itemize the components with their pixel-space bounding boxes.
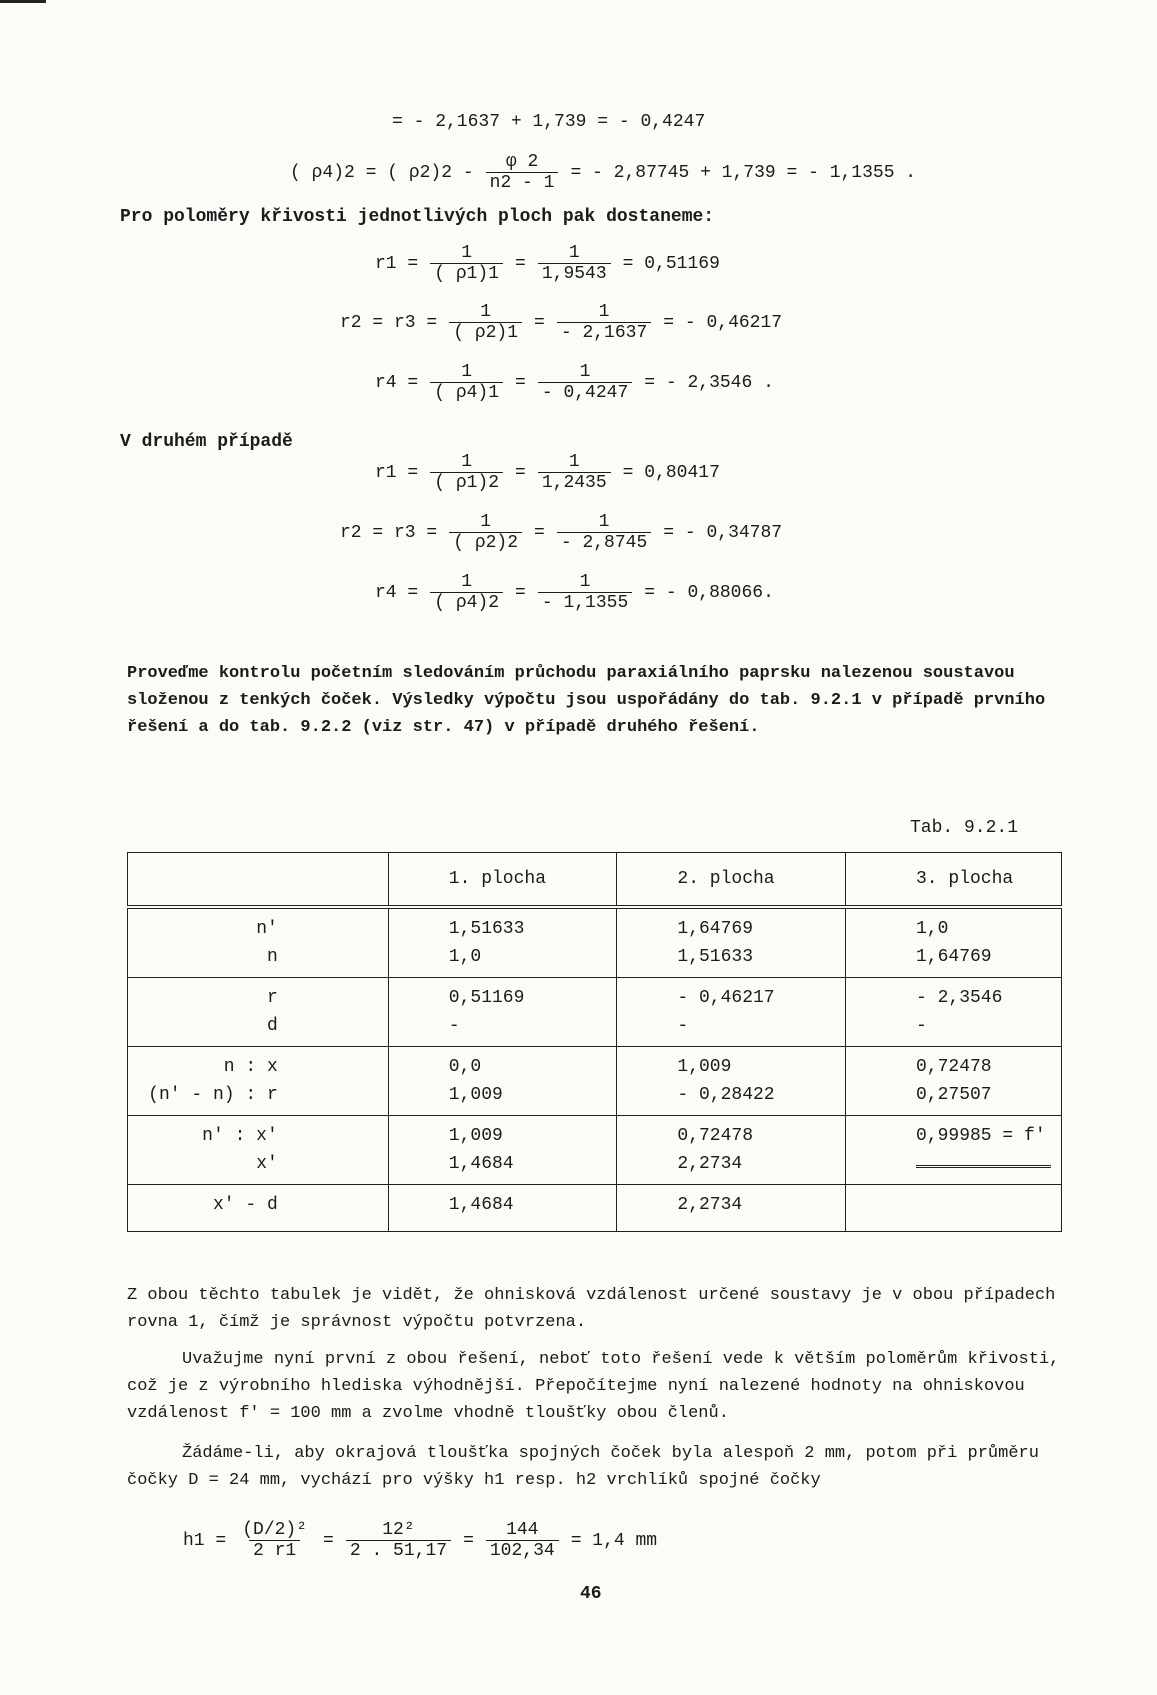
paragraph-3: Uvažujme nyní první z obou řešení, neboť toto řešení vede k větším poloměrům křivosti, což je z výrobního hlediska výhodnější. Přepočítejme nyní nalezené hodnoty na ohniskovou vzdálenost f' = 100 mm a zvolme vhodně tloušťky obou členů. <box>127 1350 1060 1423</box>
cell-line: 0,72478 <box>677 1126 754 1146</box>
equals: = <box>534 312 545 333</box>
frac-den: 1,2435 <box>538 472 611 493</box>
case1-r23-frac1 <box>449 302 522 343</box>
frac-num: 1 <box>461 572 473 592</box>
frac-den: ( ρ1)1 <box>430 263 503 284</box>
frac-num: 1 <box>598 512 610 532</box>
case2-r1-frac2 <box>538 452 611 493</box>
label-line: x' - d <box>212 1195 278 1215</box>
cell <box>617 907 846 978</box>
table-row <box>128 978 1062 1047</box>
cell <box>388 978 617 1047</box>
frac-num: 1 <box>598 302 610 322</box>
frac-den: - 0,4247 <box>538 382 632 403</box>
cell-line: 1,64769 <box>677 919 754 939</box>
page-number: 46 <box>580 1584 602 1604</box>
cell-line: 0,99985 = f' <box>916 1126 1046 1146</box>
table-caption: Tab. 9.2.1 <box>910 818 1019 838</box>
header-surface-1: 1. plocha <box>388 853 617 908</box>
cell-line: 1,4684 <box>448 1195 514 1215</box>
cell-line: - 0,46217 <box>677 988 775 1008</box>
h1-equation <box>183 1520 657 1561</box>
cell <box>388 1185 617 1232</box>
control-paragraph: Proveďme kontrolu početním sledováním průchodu paraxiálního paprsku nalezenou soustavou složenou z tenkých čoček. Výsledky výpočtu jsou uspořádány do tab. 9.2.1 v případě prvního řešení a do tab. 9.2.2 (viz str. 47) v případě druhého řešení. <box>127 664 1046 737</box>
h1-frac3 <box>486 1520 559 1561</box>
case1-r4-frac1 <box>430 362 503 403</box>
frac-den: ( ρ1)2 <box>430 472 503 493</box>
cell-line: 1,51633 <box>448 919 525 939</box>
cell-line: 1,009 <box>677 1057 732 1077</box>
paragraph-2: Z obou těchto tabulek je vidět, že ohnisková vzdálenost určené soustavy je v obou případech rovna 1, čímž je správnost výpočtu potvrzena. <box>127 1286 1056 1332</box>
eq2-lhs: ( ρ4)2 = ( ρ2)2 - <box>290 162 474 183</box>
case2-r23-frac2 <box>557 512 651 553</box>
case1-r4-frac2 <box>538 362 632 403</box>
frac-num: 1 <box>461 362 473 382</box>
label-line: d <box>266 1016 278 1036</box>
frac-den: 2 . 51,17 <box>346 1540 451 1561</box>
cell <box>388 1047 617 1116</box>
double-underline <box>916 1150 1051 1178</box>
label-line: n' <box>256 919 278 939</box>
table-header-row <box>128 853 1062 908</box>
cell-line: - <box>448 1016 460 1036</box>
case1-r4-value: = - 2,3546 . <box>644 372 774 393</box>
eq2-num: φ 2 <box>505 152 539 172</box>
frac-den: 2 r1 <box>249 1540 300 1561</box>
h1-value: = 1,4 mm <box>570 1530 658 1551</box>
cell <box>846 1116 1062 1185</box>
cell <box>846 907 1062 978</box>
results-table <box>127 852 1062 1232</box>
case1-r23-lhs: r2 = r3 = <box>340 312 438 333</box>
case2-r1-value: = 0,80417 <box>622 462 720 483</box>
case1-r1-frac2 <box>538 243 611 284</box>
table-row <box>128 1047 1062 1116</box>
h1-lhs: h1 = <box>183 1530 227 1551</box>
case2-r23-frac1 <box>449 512 522 553</box>
case2-r1-equation <box>375 452 720 493</box>
cell <box>388 907 617 978</box>
frac-den: - 1,1355 <box>538 592 632 613</box>
cell <box>388 1116 617 1185</box>
h1-frac1 <box>238 1520 311 1561</box>
frac-den: ( ρ2)1 <box>449 322 522 343</box>
cell-line: 1,009 <box>448 1085 503 1105</box>
equation-line-1: = - 2,1637 + 1,739 = - 0,4247 <box>392 112 706 132</box>
cell-line: 1,64769 <box>916 947 992 967</box>
table-row <box>128 907 1062 978</box>
row-label <box>128 1116 389 1185</box>
case1-r23-frac2 <box>557 302 651 343</box>
frac-den: - 2,8745 <box>557 532 651 553</box>
equals: = <box>515 253 526 274</box>
label-line: n : x <box>223 1057 278 1077</box>
case2-r1-frac1 <box>430 452 503 493</box>
cell <box>617 1116 846 1185</box>
frac-num: 1 <box>480 512 492 532</box>
case2-r1-lhs: r1 = <box>375 462 419 483</box>
header-surface-3: 3. plocha <box>846 853 1062 908</box>
paragraph-4: Žádáme-li, aby okrajová tloušťka spojných čoček byla alespoň 2 mm, potom při průměru čočky D = 24 mm, vychází pro výšky h1 resp. h2 vrchlíků spojné čočky <box>127 1444 1039 1490</box>
case1-r1-value: = 0,51169 <box>622 253 720 274</box>
equals: = <box>463 1530 474 1551</box>
intro-radii-text: Pro poloměry křivosti jednotlivých ploch pak dostaneme: <box>120 207 715 227</box>
table-row <box>128 1116 1062 1185</box>
eq2-fraction <box>486 152 559 193</box>
cell <box>617 1185 846 1232</box>
equals: = <box>515 582 526 603</box>
frac-num: 1 <box>461 243 473 263</box>
case1-r23-value: = - 0,46217 <box>663 312 783 333</box>
cell-line: 1,0 <box>448 947 482 967</box>
label-line: r <box>266 988 278 1008</box>
row-label <box>128 1047 389 1116</box>
cell-line: 1,51633 <box>677 947 754 967</box>
row-label <box>128 978 389 1047</box>
cell-line: - <box>677 1016 689 1036</box>
cell-line: 0,0 <box>448 1057 482 1077</box>
case2-r23-lhs: r2 = r3 = <box>340 522 438 543</box>
frac-num: 1 <box>579 572 591 592</box>
cell-line: 0,72478 <box>916 1057 992 1077</box>
frac-den: - 2,1637 <box>557 322 651 343</box>
h1-frac2 <box>346 1520 451 1561</box>
frac-den: ( ρ4)1 <box>430 382 503 403</box>
frac-num: 1 <box>579 362 591 382</box>
frac-den: 1,9543 <box>538 263 611 284</box>
frac-num: 1 <box>461 452 473 472</box>
case1-r4-lhs: r4 = <box>375 372 419 393</box>
cell-line: - 0,28422 <box>677 1085 775 1105</box>
eq2-den: n2 - 1 <box>486 172 559 193</box>
scan-corner-mark <box>0 0 46 11</box>
equation-line-2 <box>290 152 916 193</box>
cell <box>846 978 1062 1047</box>
header-surface-2: 2. plocha <box>617 853 846 908</box>
case1-r23-equation <box>340 302 782 343</box>
cell-line: - <box>916 1016 927 1036</box>
case1-r1-lhs: r1 = <box>375 253 419 274</box>
frac-den: 102,34 <box>486 1540 559 1561</box>
cell-line: 1,009 <box>448 1126 503 1146</box>
frac-den: ( ρ2)2 <box>449 532 522 553</box>
cell-line: 0,51169 <box>448 988 525 1008</box>
cell-line: 2,2734 <box>677 1195 743 1215</box>
label-line: n' : x' <box>202 1126 278 1146</box>
case1-r4-equation <box>375 362 774 403</box>
case2-r4-lhs: r4 = <box>375 582 419 603</box>
case2-r23-value: = - 0,34787 <box>663 522 783 543</box>
equals: = <box>515 372 526 393</box>
label-line: x' <box>256 1154 278 1174</box>
cell <box>846 1185 1062 1232</box>
row-label <box>128 1185 389 1232</box>
cell <box>617 978 846 1047</box>
frac-num: 1 <box>568 452 580 472</box>
case2-r4-frac2 <box>538 572 632 613</box>
case2-r4-value: = - 0,88066. <box>644 582 774 603</box>
frac-num: 1 <box>568 243 580 263</box>
cell-line: 0,27507 <box>916 1085 992 1105</box>
equals: = <box>323 1530 334 1551</box>
cell-line: - 2,3546 <box>916 988 1003 1008</box>
frac-num: 1 <box>480 302 492 322</box>
cell-line: 1,4684 <box>448 1154 514 1174</box>
table-row <box>128 1185 1062 1232</box>
case2-label: V druhém případě <box>120 432 293 452</box>
label-line: n <box>266 947 278 967</box>
case1-r1-frac1 <box>430 243 503 284</box>
case2-r23-equation <box>340 512 782 553</box>
frac-num: (D/2)² <box>242 1520 308 1540</box>
cell <box>617 1047 846 1116</box>
frac-num: 12² <box>382 1520 415 1540</box>
case2-r4-equation <box>375 572 774 613</box>
cell <box>846 1047 1062 1116</box>
frac-num: 144 <box>506 1520 539 1540</box>
header-empty-cell <box>128 853 389 908</box>
eq2-rhs: = - 2,87745 + 1,739 = - 1,1355 . <box>570 162 917 183</box>
equals: = <box>534 522 545 543</box>
cell-line: 1,0 <box>916 919 949 939</box>
equals: = <box>515 462 526 483</box>
row-label <box>128 907 389 978</box>
label-line: (n' - n) : r <box>148 1085 278 1105</box>
case1-r1-equation <box>375 243 720 284</box>
cell-line: 2,2734 <box>677 1154 743 1174</box>
case2-r4-frac1 <box>430 572 503 613</box>
frac-den: ( ρ4)2 <box>430 592 503 613</box>
